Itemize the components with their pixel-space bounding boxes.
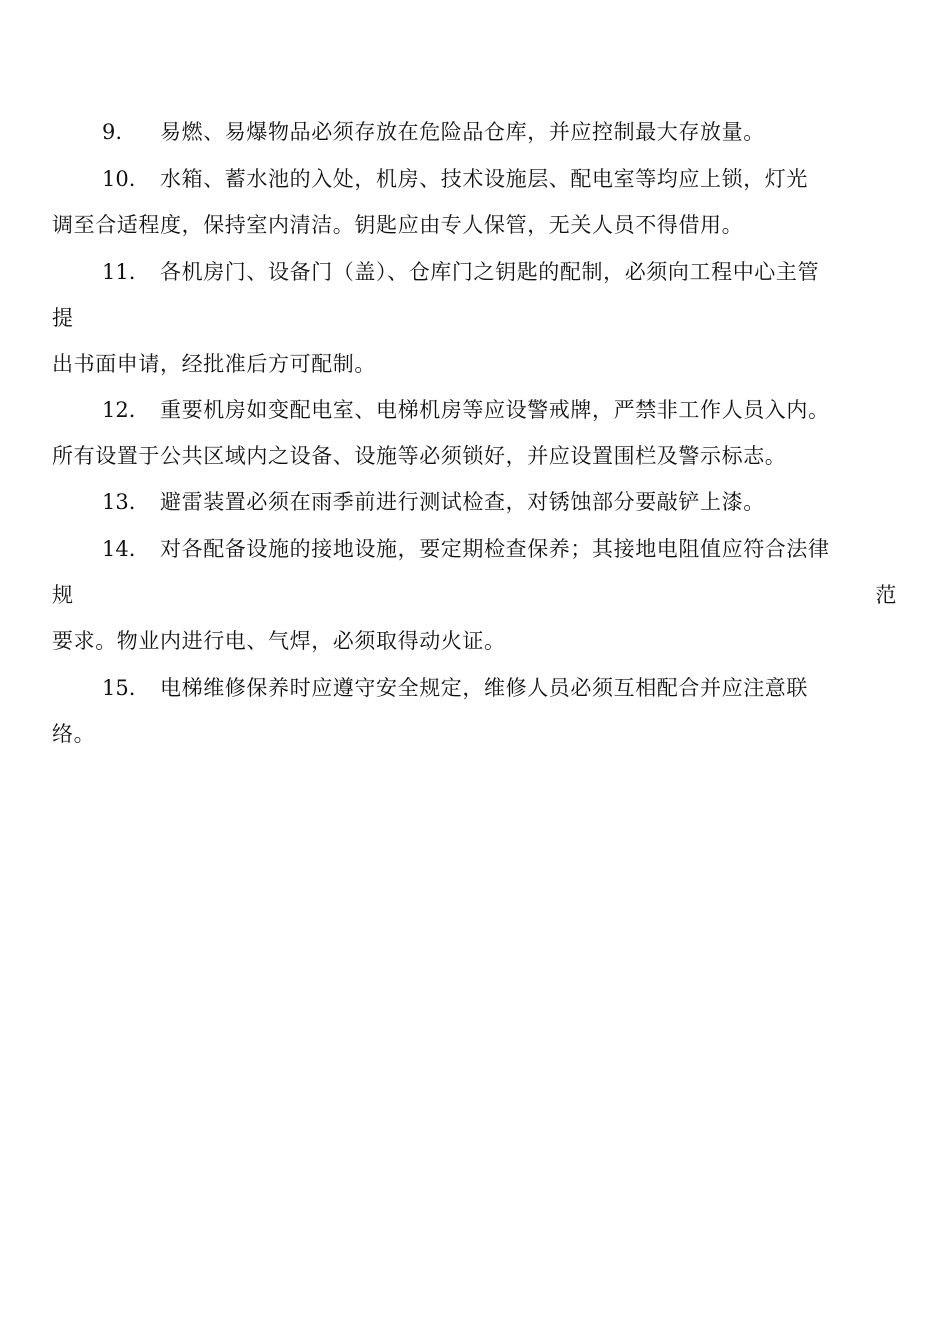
paragraph-11-line-1 (102, 257, 897, 287)
paragraph-12-line-2: 所有设置于公共区域内之设备、设施等必须锁好，并应设置围栏及警示标志。 (52, 444, 787, 468)
paragraph-15-text-1: 电梯维修保养时应遵守安全规定，维修人员必须互相配合并应注意联 (160, 676, 808, 700)
paragraph-15-number: 15. (102, 676, 136, 700)
paragraph-10-line-2: 调至合适程度，保持室内清洁。钥匙应由专人保管，无关人员不得借用。 (52, 213, 744, 237)
paragraph-11-text-1: 各机房门、设备门（盖）、仓库门之钥匙的配制，必须向工程中心主管 (160, 260, 820, 284)
paragraph-10-text-1: 水箱、蓄水池的入处，机房、技术设施层、配电室等均应上锁，灯光 (160, 167, 808, 191)
paragraph-14-line-3: 要求。物业内进行电、气焊，必须取得动火证。 (52, 629, 506, 653)
paragraph-14-text-1: 对各配备设施的接地设施，要定期检查保养；其接地电阻值应符合法律 (160, 537, 830, 561)
paragraph-15-line-1 (102, 673, 897, 703)
paragraph-13-number: 13. (102, 490, 136, 514)
paragraph-15-line-2: 络。 (52, 722, 96, 746)
paragraph-11-line-3: 出书面申请，经批准后方可配制。 (52, 352, 376, 376)
paragraph-9-number: 9. (102, 120, 123, 144)
paragraph-14-number: 14. (102, 537, 136, 561)
paragraph-12-line-1 (102, 395, 897, 425)
paragraph-13-text: 避雷装置必须在雨季前进行测试检查，对锈蚀部分要敲铲上漆。 (160, 490, 765, 514)
paragraph-14-line-1 (102, 534, 897, 564)
paragraph-14-line-2 (52, 580, 897, 610)
paragraph-12-number: 12. (102, 398, 136, 422)
paragraph-9-line-1 (102, 117, 897, 147)
paragraph-13-line-1 (102, 487, 897, 517)
paragraph-12-text-1: 重要机房如变配电室、电梯机房等应设警戒牌，严禁非工作人员入内。 (160, 398, 830, 422)
paragraph-10-line-1 (102, 164, 897, 194)
paragraph-14-text-right: 范 (875, 583, 897, 607)
paragraph-9-text: 易燃、易爆物品必须存放在危险品仓库，并应控制最大存放量。 (160, 120, 765, 144)
paragraph-11-line-2: 提 (52, 306, 74, 330)
paragraph-14-text-left: 规 (52, 583, 74, 607)
paragraph-11-number: 11. (102, 260, 136, 284)
paragraph-10-number: 10. (102, 167, 136, 191)
